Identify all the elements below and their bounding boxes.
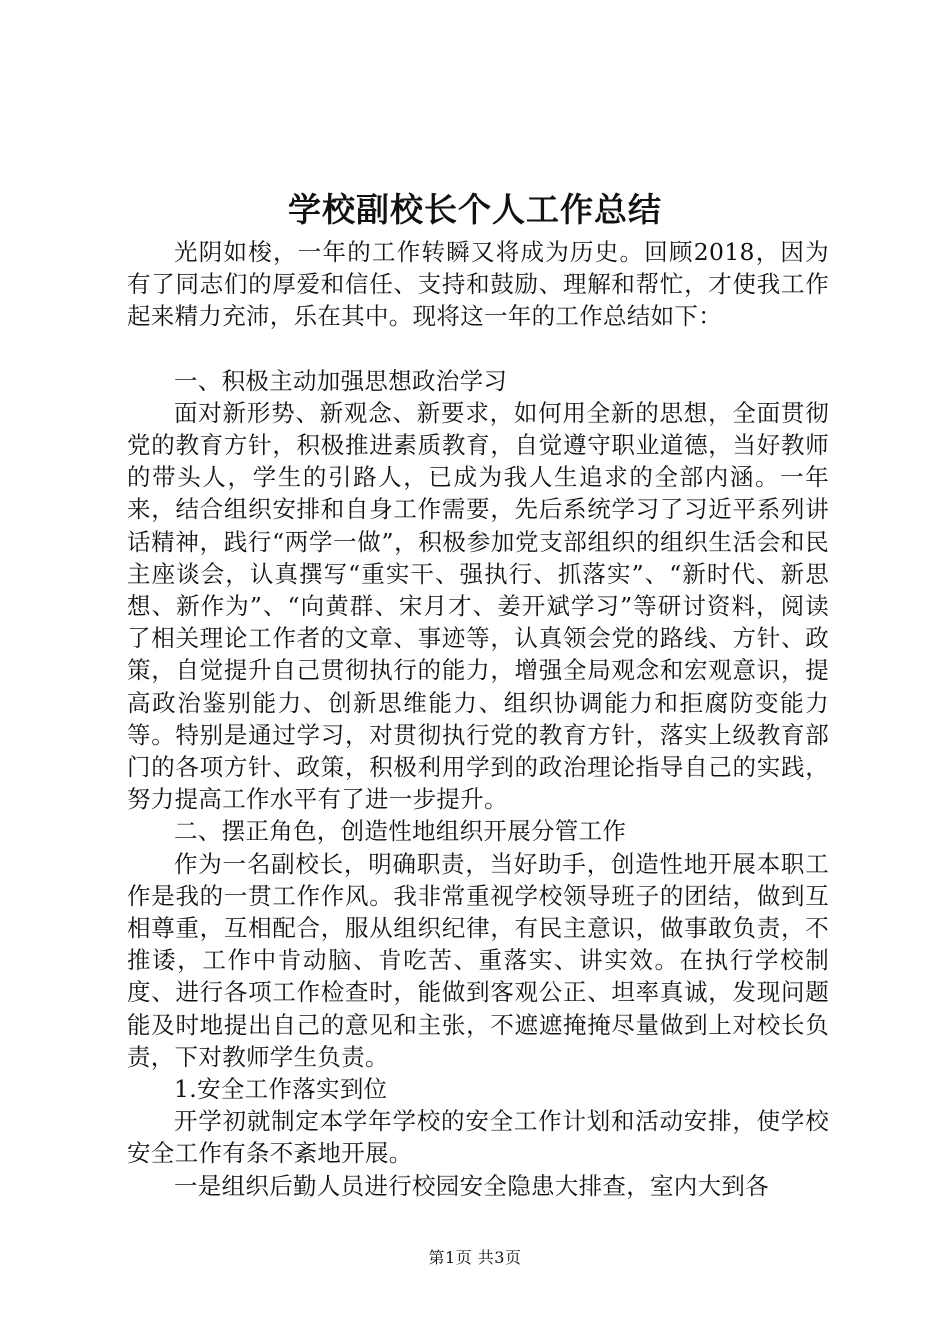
subsection-1-paragraph: 开学初就制定本学年学校的安全工作计划和活动安排，使学校安全工作有条不紊地开展。 bbox=[127, 1107, 829, 1168]
document-title: 学校副校长个人工作总结 bbox=[288, 190, 662, 229]
section-2-paragraph: 作为一名副校长，明确职责，当好助手，创造性地开展本职工作是我的一贯工作作风。我非常重视学校领导班子的团结，做到互相尊重，互相配合，服从组织纪律，有民主意识，做事敢负责，不推诿，工作中肯动脑、肯吃苦、重落实、讲实效。在执行学校制度、进行各项工作检查时，能做到客观公正、坦率真诚，发现问题能及时地提出自己的意见和主张，不遮遮掩掩尽量做到上对校长负责，下对教师学生负责。 bbox=[127, 849, 829, 1071]
subsection-1-item-1: 一是组织后勤人员进行校园安全隐患大排查，室内大到各 bbox=[174, 1171, 769, 1200]
section-1-paragraph: 面对新形势、新观念、新要求，如何用全新的思想，全面贯彻党的教育方针，积极推进素质教育，自觉遵守职业道德，当好教师的带头人，学生的引路人，已成为我人生追求的全部内涵。一年来，结合组织安排和自身工作需要，先后系统学习了习近平系列讲话精神，践行“两学一做”，积极参加党支部组织的组织生活会和民主座谈会，认真撰写“重实干、强执行、抓落实”、“新时代、新思想、新作为”、“向黄群、宋月才、姜开斌学习”等研讨资料，阅读了相关理论工作者的文章、事迹等，认真领会党的路线、方针、政策，自觉提升自己贯彻执行的能力，增强全局观念和宏观意识，提高政治鉴别能力、创新思维能力、组织协调能力和拒腐防变能力等。特别是通过学习，对贯彻执行党的教育方针，落实上级教育部门的各项方针、政策，积极利用学到的政治理论指导自己的实践，努力提高工作水平有了进一步提升。 bbox=[127, 398, 829, 814]
section-2-heading: 二、摆正角色，创造性地组织开展分管工作 bbox=[174, 817, 627, 846]
page-number-footer: 第1页 共3页 bbox=[428, 1248, 522, 1267]
subsection-1-heading: 1.安全工作落实到位 bbox=[174, 1075, 388, 1104]
intro-paragraph: 光阴如梭，一年的工作转瞬又将成为历史。回顾2018，因为有了同志们的厚爱和信任、支持和鼓励、理解和帮忙，才使我工作起来精力充沛，乐在其中。现将这一年的工作总结如下： bbox=[127, 238, 829, 331]
paragraph-spacer bbox=[127, 333, 829, 365]
section-1-heading: 一、积极主动加强思想政治学习 bbox=[174, 366, 508, 395]
document-body bbox=[127, 236, 829, 1202]
